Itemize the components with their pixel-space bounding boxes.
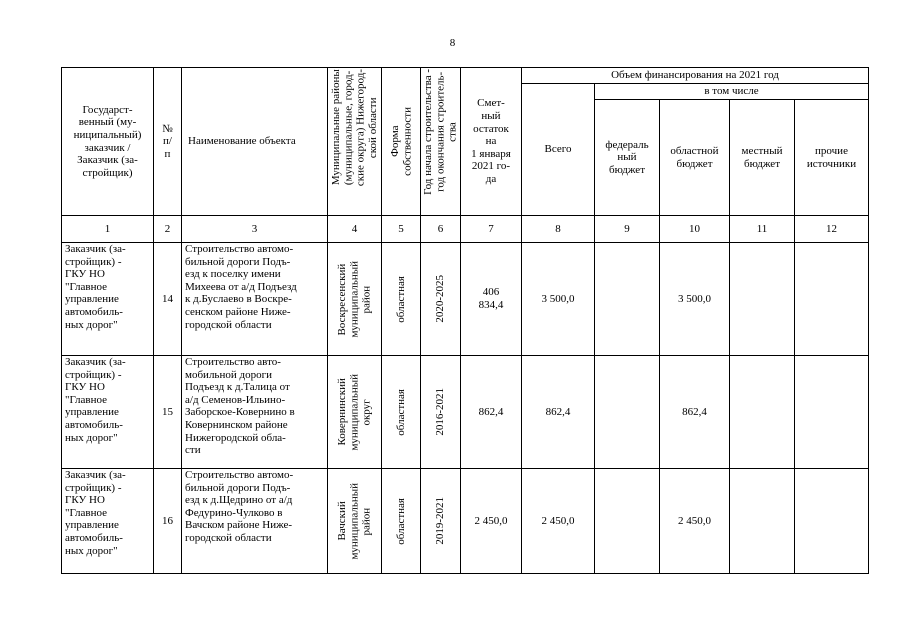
header-regional: областной бюджет	[660, 100, 730, 216]
cell-other	[795, 469, 869, 574]
page-number: 8	[449, 37, 456, 49]
cell-estimate: 406 834,4	[461, 243, 522, 356]
header-other: прочие источники	[795, 100, 869, 216]
col-index: 11	[730, 216, 795, 243]
cell-customer: Заказчик (за- стройщик) - ГКУ НО "Главное управление автомобиль- ных дорог"	[62, 356, 154, 469]
cell-total: 3 500,0	[522, 243, 595, 356]
col-index: 2	[154, 216, 182, 243]
col-index: 1	[62, 216, 154, 243]
cell-estimate: 862,4	[461, 356, 522, 469]
header-num: № п/ п	[154, 68, 182, 216]
column-index-row	[62, 216, 869, 243]
col-index: 6	[421, 216, 461, 243]
header-districts: Муниципальные районы (муниципальные, город- ские округа) Нижегород- ской области	[328, 68, 382, 216]
cell-federal	[595, 469, 660, 574]
header-ownership: Форма собственности	[382, 68, 421, 216]
header-row-1	[62, 68, 869, 84]
cell-regional: 2 450,0	[660, 469, 730, 574]
header-funding: Объем финансирования на 2021 год	[522, 68, 869, 84]
cell-regional: 3 500,0	[660, 243, 730, 356]
cell-estimate: 2 450,0	[461, 469, 522, 574]
header-including: в том числе	[595, 84, 869, 100]
col-index: 8	[522, 216, 595, 243]
cell-years: 2019-2021	[421, 469, 461, 574]
col-index: 4	[328, 216, 382, 243]
cell-ownership: областная	[382, 469, 421, 574]
cell-years: 2016-2021	[421, 356, 461, 469]
table-row	[62, 356, 869, 469]
cell-object-name: Строительство автомо- бильной дороги Подъ- езд к поселку имени Михеева от а/д Подъезд к д.Буслаево в Воскре- сенском районе Ниже- городской области	[182, 243, 328, 356]
cell-customer: Заказчик (за- стройщик) - ГКУ НО "Главное управление автомобиль- ных дорог"	[62, 469, 154, 574]
header-customer: Государст- венный (му- ниципальный) заказчик / Заказчик (за- стройщик)	[62, 68, 154, 216]
cell-object-name: Строительство автомо- бильной дороги Подъ- езд к д.Щедрино от а/д Федурино-Чулково в Вачском районе Ниже- городской области	[182, 469, 328, 574]
cell-customer: Заказчик (за- стройщик) - ГКУ НО "Главное управление автомобиль- ных дорог"	[62, 243, 154, 356]
col-index: 3	[182, 216, 328, 243]
cell-federal	[595, 356, 660, 469]
header-local: местный бюджет	[730, 100, 795, 216]
cell-district: Воскресенский муниципальный район	[328, 243, 382, 356]
header-estimate: Смет- ный остаток на 1 января 2021 го- да	[461, 68, 522, 216]
cell-object-name: Строительство авто- мобильной дороги Подъезд к д.Талица от а/д Семенов-Ильино- Заборское-Ковернино в Ковернинском районе Нижегородской обла- сти	[182, 356, 328, 469]
col-index: 5	[382, 216, 421, 243]
cell-district: Вачский муниципальный район	[328, 469, 382, 574]
cell-district: Ковернинский муниципальный округ	[328, 356, 382, 469]
col-index: 9	[595, 216, 660, 243]
cell-ownership: областная	[382, 243, 421, 356]
cell-other	[795, 356, 869, 469]
cell-total: 862,4	[522, 356, 595, 469]
cell-federal	[595, 243, 660, 356]
cell-num: 15	[154, 356, 182, 469]
cell-local	[730, 469, 795, 574]
cell-ownership: областная	[382, 356, 421, 469]
cell-local	[730, 356, 795, 469]
header-total: Всего	[522, 84, 595, 216]
col-index: 12	[795, 216, 869, 243]
cell-years: 2020-2025	[421, 243, 461, 356]
header-federal: федераль ный бюджет	[595, 100, 660, 216]
header-years: Год начала строительства - год окончания строитель- ства	[421, 68, 461, 216]
table-row	[62, 469, 869, 574]
cell-other	[795, 243, 869, 356]
financing-table	[61, 67, 869, 574]
col-index: 10	[660, 216, 730, 243]
cell-total: 2 450,0	[522, 469, 595, 574]
cell-num: 16	[154, 469, 182, 574]
cell-local	[730, 243, 795, 356]
header-object-name: Наименование объекта	[182, 68, 328, 216]
table-row	[62, 243, 869, 356]
cell-num: 14	[154, 243, 182, 356]
cell-regional: 862,4	[660, 356, 730, 469]
col-index: 7	[461, 216, 522, 243]
